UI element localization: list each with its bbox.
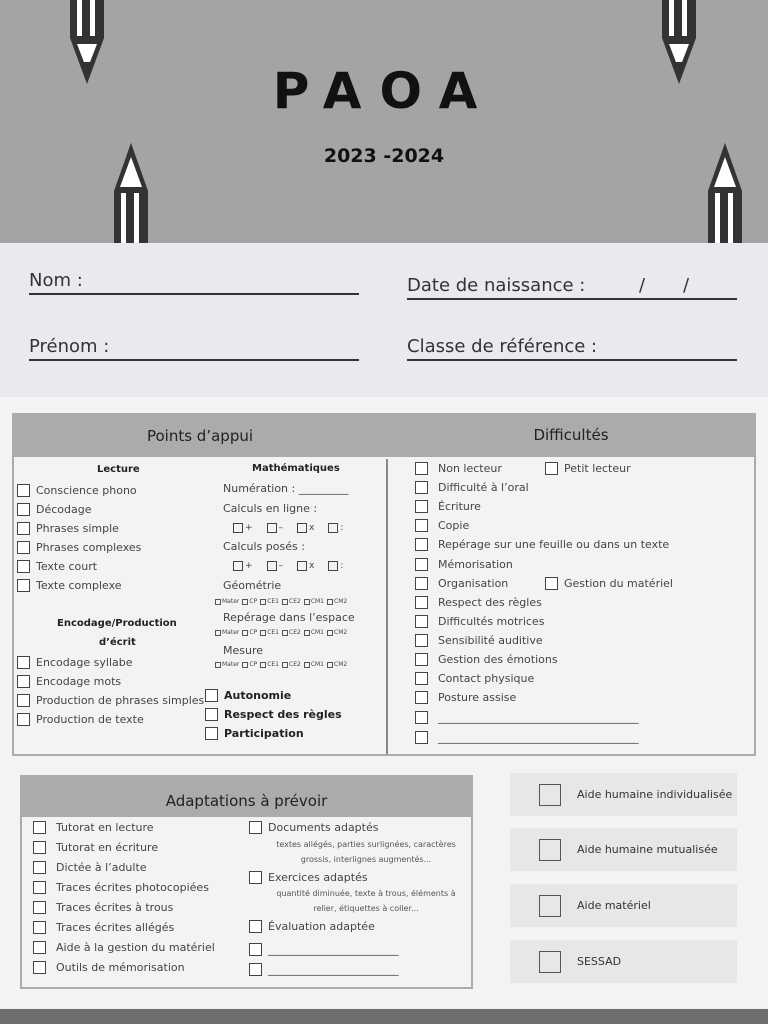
- checkbox[interactable]: [415, 731, 428, 744]
- checkbox[interactable]: [415, 672, 428, 685]
- footer-bar: [0, 1009, 768, 1024]
- checkbox[interactable]: [33, 961, 46, 974]
- reperage-label: Repérage dans l’espace: [223, 611, 355, 624]
- checkbox[interactable]: [539, 951, 561, 973]
- checkbox[interactable]: [17, 675, 30, 688]
- encodage-heading: Encodage/Production: [57, 618, 177, 629]
- checkbox-item[interactable]: Posture assise: [415, 691, 516, 704]
- calculs-poses-label: Calculs posés :: [223, 540, 305, 553]
- checkbox-item[interactable]: Texte complexe: [17, 579, 122, 592]
- checkbox-item[interactable]: Contact physique: [415, 672, 534, 685]
- checkbox[interactable]: [267, 523, 277, 533]
- mesure-label: Mesure: [223, 644, 264, 657]
- checkbox[interactable]: [327, 599, 333, 605]
- adaptations-title: Adaptations à prévoir: [22, 777, 471, 817]
- exercices-note: quantité diminuée, texte à trous, éléments à: [276, 889, 456, 898]
- checkbox-item[interactable]: Phrases complexes: [17, 541, 141, 554]
- checkbox[interactable]: [327, 662, 333, 668]
- checkbox[interactable]: [17, 579, 30, 592]
- level-checkbox[interactable]: CP: [242, 629, 257, 636]
- checkbox[interactable]: [415, 481, 428, 494]
- date-slash: /: [639, 275, 646, 296]
- checkbox-item[interactable]: Autonomie: [205, 689, 291, 702]
- checkbox[interactable]: [297, 561, 307, 571]
- level-checkbox[interactable]: CE1: [260, 598, 279, 605]
- pencil-icon: [660, 0, 700, 86]
- checkbox[interactable]: [539, 895, 561, 917]
- op-checkbox[interactable]: +: [233, 561, 253, 571]
- checkbox[interactable]: [249, 963, 262, 976]
- checkbox-item[interactable]: Écriture: [415, 500, 481, 513]
- lecture-heading: Lecture: [97, 464, 140, 475]
- checkbox-item[interactable]: Difficultés motrices: [415, 615, 544, 628]
- checkbox[interactable]: [415, 653, 428, 666]
- op-checkbox[interactable]: x: [297, 561, 314, 571]
- op-checkbox[interactable]: x: [297, 523, 314, 533]
- level-checkbox[interactable]: CE2: [282, 598, 301, 605]
- pencil-icon: [68, 0, 108, 86]
- checkbox[interactable]: [17, 656, 30, 669]
- checkbox[interactable]: [282, 599, 288, 605]
- checkbox[interactable]: [415, 558, 428, 571]
- checkbox[interactable]: [545, 577, 558, 590]
- checkbox-item[interactable]: Respect des règles: [415, 596, 542, 609]
- level-checkbox[interactable]: Mater: [215, 661, 239, 668]
- checkbox[interactable]: [17, 560, 30, 573]
- checkbox[interactable]: [17, 694, 30, 707]
- checkbox[interactable]: [249, 821, 262, 834]
- checkbox-item[interactable]: Texte court: [17, 560, 97, 573]
- checkbox[interactable]: [33, 841, 46, 854]
- header-banner: [0, 0, 768, 243]
- level-checkbox[interactable]: CP: [242, 598, 257, 605]
- checkbox-item[interactable]: Participation: [205, 727, 304, 740]
- checkbox[interactable]: [415, 596, 428, 609]
- checkbox[interactable]: [17, 713, 30, 726]
- checkbox-item[interactable]: Production de texte: [17, 713, 144, 726]
- calculs-ligne-label: Calculs en ligne :: [223, 502, 318, 515]
- level-checkboxes: [215, 598, 350, 605]
- checkbox[interactable]: [33, 941, 46, 954]
- prenom-label: Prénom :: [29, 336, 110, 357]
- checkbox[interactable]: [260, 630, 266, 636]
- pencil-icon: [112, 141, 152, 243]
- calculs-ligne-ops: [233, 523, 357, 533]
- checkbox-item[interactable]: Mémorisation: [415, 558, 513, 571]
- level-checkbox[interactable]: Mater: [215, 629, 239, 636]
- checkbox-item[interactable]: Gestion du matériel: [545, 577, 673, 590]
- pencil-icon: [706, 141, 746, 243]
- checkbox[interactable]: [415, 577, 428, 590]
- level-checkbox[interactable]: CM1: [304, 661, 324, 668]
- checkbox-item[interactable]: Évaluation adaptée: [249, 920, 375, 933]
- checkbox-item[interactable]: Repérage sur une feuille ou dans un texte: [415, 538, 669, 551]
- checkbox[interactable]: [304, 599, 310, 605]
- op-checkbox[interactable]: –: [267, 523, 284, 533]
- maths-heading: Mathématiques: [252, 463, 340, 474]
- geometrie-label: Géométrie: [223, 579, 282, 592]
- nom-field[interactable]: [29, 269, 359, 295]
- checkbox[interactable]: [233, 561, 243, 571]
- level-checkbox[interactable]: Mater: [215, 598, 239, 605]
- checkbox[interactable]: [33, 901, 46, 914]
- checkbox[interactable]: [415, 634, 428, 647]
- checkbox-item[interactable]: Encodage syllabe: [17, 656, 133, 669]
- checkbox-item[interactable]: Sensibilité auditive: [415, 634, 543, 647]
- school-year: 2023 -2024: [323, 145, 445, 167]
- level-checkbox[interactable]: CM1: [304, 629, 324, 636]
- points-appui-title: Points d’appui: [14, 415, 386, 457]
- classe-field[interactable]: [407, 335, 737, 361]
- documents-note: grossis, interlignes augmentés...: [300, 855, 432, 864]
- level-checkbox[interactable]: CM2: [327, 661, 347, 668]
- blank-checkbox-item[interactable]: __________________________: [249, 963, 398, 976]
- checkbox[interactable]: [415, 691, 428, 704]
- checkbox[interactable]: [267, 561, 277, 571]
- checkbox[interactable]: [242, 630, 248, 636]
- checkbox[interactable]: [260, 599, 266, 605]
- checkbox[interactable]: [539, 839, 561, 861]
- blank-checkbox-item[interactable]: __________________________: [249, 943, 398, 956]
- checkbox-item[interactable]: Difficulté à l’oral: [415, 481, 529, 494]
- checkbox-item[interactable]: Dictée à l’adulte: [33, 861, 147, 874]
- level-checkbox[interactable]: CE1: [260, 629, 279, 636]
- aide-option[interactable]: Aide humaine mutualisée: [510, 828, 737, 871]
- checkbox[interactable]: [17, 522, 30, 535]
- checkbox[interactable]: [17, 541, 30, 554]
- checkbox[interactable]: [205, 689, 218, 702]
- checkbox-item[interactable]: Phrases simple: [17, 522, 119, 535]
- checkbox[interactable]: [260, 662, 266, 668]
- checkbox[interactable]: [297, 523, 307, 533]
- checkbox-item[interactable]: Documents adaptés: [249, 821, 378, 834]
- identity-section: [0, 243, 768, 397]
- level-checkbox[interactable]: CM2: [327, 629, 347, 636]
- op-checkbox[interactable]: :: [328, 561, 343, 571]
- checkbox-item[interactable]: Traces écrites photocopiées: [33, 881, 209, 894]
- checkbox-item[interactable]: Non lecteur: [415, 462, 502, 475]
- checkbox-item[interactable]: Tutorat en lecture: [33, 821, 154, 834]
- op-checkbox[interactable]: +: [233, 523, 253, 533]
- date-naissance-field[interactable]: [407, 274, 737, 300]
- checkbox[interactable]: [249, 920, 262, 933]
- checkbox[interactable]: [415, 519, 428, 532]
- checkbox-item[interactable]: Traces écrites à trous: [33, 901, 173, 914]
- level-checkbox[interactable]: CE2: [282, 661, 301, 668]
- level-checkboxes: [215, 661, 350, 668]
- aide-option[interactable]: Aide matériel: [510, 884, 737, 927]
- checkbox[interactable]: [17, 484, 30, 497]
- checkbox[interactable]: [415, 462, 428, 475]
- documents-note: textes allégés, parties surlignées, caractères: [276, 840, 456, 849]
- checkbox[interactable]: [215, 630, 221, 636]
- difficultes-title: Difficultés: [386, 415, 756, 457]
- checkbox[interactable]: [282, 662, 288, 668]
- checkbox[interactable]: [249, 943, 262, 956]
- checkbox-item[interactable]: Traces écrites allégés: [33, 921, 174, 934]
- checkbox[interactable]: [304, 662, 310, 668]
- checkbox[interactable]: [33, 881, 46, 894]
- blank-checkbox-item[interactable]: ________________________________________: [415, 731, 638, 744]
- checkbox-item[interactable]: Exercices adaptés: [249, 871, 368, 884]
- checkbox[interactable]: [205, 708, 218, 721]
- column-divider: [386, 459, 388, 754]
- checkbox-item[interactable]: Copie: [415, 519, 469, 532]
- date-naissance-label: Date de naissance :: [407, 275, 586, 296]
- level-checkbox[interactable]: CM1: [304, 598, 324, 605]
- checkbox[interactable]: [33, 861, 46, 874]
- checkbox-item[interactable]: Gestion des émotions: [415, 653, 558, 666]
- checkbox-item[interactable]: Tutorat en écriture: [33, 841, 158, 854]
- calculs-poses-ops: [233, 561, 357, 571]
- checkbox[interactable]: [215, 662, 221, 668]
- checkbox[interactable]: [415, 615, 428, 628]
- checkbox[interactable]: [327, 630, 333, 636]
- op-checkbox[interactable]: :: [328, 523, 343, 533]
- level-checkbox[interactable]: CE1: [260, 661, 279, 668]
- checkbox-item[interactable]: Décodage: [17, 503, 92, 516]
- checkbox[interactable]: [17, 503, 30, 516]
- checkbox[interactable]: [415, 500, 428, 513]
- checkbox-item[interactable]: Encodage mots: [17, 675, 121, 688]
- exercices-note: relier, étiquettes à coller...: [313, 904, 419, 913]
- checkbox[interactable]: [242, 599, 248, 605]
- level-checkbox[interactable]: CP: [242, 661, 257, 668]
- document-title: PAOA: [272, 62, 496, 120]
- checkbox[interactable]: [304, 630, 310, 636]
- date-slash: /: [683, 275, 690, 296]
- checkbox-item[interactable]: Production de phrases simples: [17, 694, 204, 707]
- checkbox[interactable]: [33, 821, 46, 834]
- aide-option[interactable]: SESSAD: [510, 940, 737, 983]
- aide-option[interactable]: Aide humaine individualisée: [510, 773, 737, 816]
- checkbox[interactable]: [215, 599, 221, 605]
- level-checkbox[interactable]: CE2: [282, 629, 301, 636]
- checkbox[interactable]: [233, 523, 243, 533]
- level-checkboxes: [215, 629, 350, 636]
- checkbox-item[interactable]: Conscience phono: [17, 484, 137, 497]
- numeration-label: Numération : _________: [223, 482, 349, 495]
- checkbox[interactable]: [205, 727, 218, 740]
- classe-label: Classe de référence :: [407, 336, 598, 357]
- checkbox[interactable]: [328, 561, 338, 571]
- checkbox[interactable]: [242, 662, 248, 668]
- checkbox[interactable]: [33, 921, 46, 934]
- blank-checkbox-item[interactable]: ________________________________________: [415, 711, 638, 724]
- checkbox[interactable]: [545, 462, 558, 475]
- encodage-heading-line2: d’écrit: [99, 637, 136, 648]
- checkbox-item[interactable]: Aide à la gestion du matériel: [33, 941, 215, 954]
- op-checkbox[interactable]: –: [267, 561, 284, 571]
- checkbox[interactable]: [328, 523, 338, 533]
- checkbox-item[interactable]: Respect des règles: [205, 708, 342, 721]
- level-checkbox[interactable]: CM2: [327, 598, 347, 605]
- checkbox-item[interactable]: Organisation: [415, 577, 508, 590]
- checkbox[interactable]: [415, 538, 428, 551]
- prenom-field[interactable]: [29, 335, 359, 361]
- checkbox[interactable]: [249, 871, 262, 884]
- checkbox[interactable]: [415, 711, 428, 724]
- checkbox-item[interactable]: Outils de mémorisation: [33, 961, 185, 974]
- checkbox-item[interactable]: Petit lecteur: [545, 462, 631, 475]
- nom-label: Nom :: [29, 270, 83, 291]
- checkbox[interactable]: [539, 784, 561, 806]
- checkbox[interactable]: [282, 630, 288, 636]
